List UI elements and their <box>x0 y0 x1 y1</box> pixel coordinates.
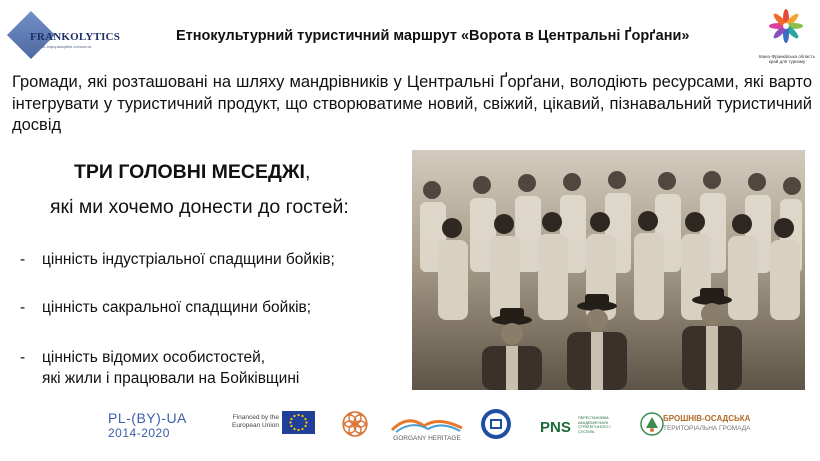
pns-logo-text: ПЕРЕСТАНОВКА АКАДЕМІЯ НАУК СТРАТЕГІЧНОГО І СУСПІЛЬ <box>578 416 611 434</box>
intro-paragraph: Громади, які розташовані на шляху мандрівників у Центральні Ґорґани, володіють ресурсами, які варто інтегрувати у туристичний продукт, що створюватиме новий, свіжий, цікавий, пізнавальний туристичний досвід <box>12 73 812 134</box>
mountains-icon <box>390 412 464 434</box>
messages-subheadline: які ми хочемо донести до гостей: <box>50 196 349 218</box>
community-name: БРОШНІВ-ОСАДСЬКА <box>663 414 751 423</box>
program-years: 2014-2020 <box>108 426 170 440</box>
list-item-text: цінність індустріальної спадщини бойків; <box>42 251 335 268</box>
footer-logos <box>0 400 820 461</box>
gorgany-heritage-logo <box>390 412 464 446</box>
region-logo <box>758 8 816 72</box>
pns-logo <box>540 412 622 440</box>
region-logo-caption: Івано-Франківська область край для туризму <box>759 54 815 64</box>
list-item-text-continued: які жили і працювали на Бойківщині <box>42 370 300 387</box>
list-item-text: цінність відомих особистостей, <box>42 349 266 366</box>
ornament-logo-icon <box>340 409 370 439</box>
community-crest-icon <box>640 411 664 437</box>
messages-headline <box>74 161 310 184</box>
academy-seal-icon <box>480 408 512 440</box>
list-item <box>20 249 335 270</box>
slide-title: Етнокультурний туристичний маршрут «Ворота в Центральні Ґорґани» <box>176 28 690 44</box>
gorgany-heritage-text: GORGANY HERITAGE <box>393 435 461 442</box>
messages-headline-punct: , <box>304 161 311 183</box>
bullet-dash: - <box>20 251 26 268</box>
eu-flag-icon <box>282 411 315 434</box>
list-item <box>20 297 311 318</box>
pns-mark-icon <box>540 412 576 440</box>
flower-icon <box>768 8 804 44</box>
frankolytics-logo <box>8 12 120 58</box>
community-type: ТЕРИТОРІАЛЬНА ГРОМАДА <box>663 425 751 432</box>
pl-by-ua-program-logo <box>108 410 187 440</box>
list-item <box>20 347 299 389</box>
pns-mark-text: PNS <box>540 419 571 436</box>
bullet-dash: - <box>20 299 26 316</box>
frankolytics-logo-name: FRANKOLYTICS <box>30 31 121 43</box>
bullet-dash: - <box>20 349 26 366</box>
broshniv-osadska-community-logo <box>663 414 773 432</box>
archival-group-photo <box>412 150 805 390</box>
list-item-text: цінність сакральної спадщини бойків; <box>42 299 312 316</box>
program-name: PL-(BY)-UA <box>108 410 187 426</box>
frankolytics-logo-sub: Науково-інформаційна спільнота <box>30 44 92 49</box>
messages-headline-bold: ТРИ ГОЛОВНІ МЕСЕДЖІ <box>74 161 305 183</box>
group-photo-illustration <box>412 150 805 390</box>
financed-by-eu-text: Financed by the European Union <box>232 414 279 429</box>
